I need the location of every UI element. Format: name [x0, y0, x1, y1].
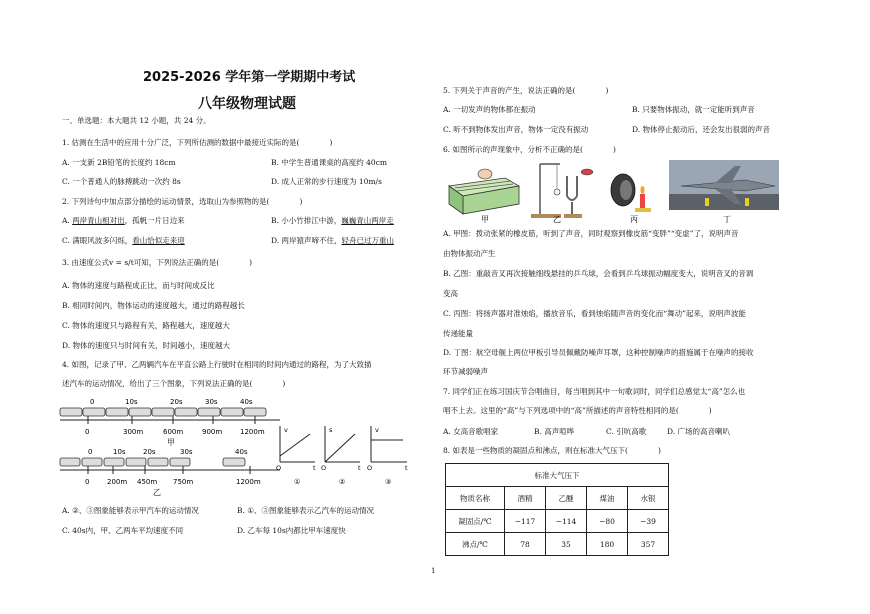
table-cell: −114	[546, 510, 587, 533]
cars-jia	[60, 408, 266, 416]
graph2-axis-t: t	[358, 464, 361, 472]
q4-figure	[55, 394, 425, 496]
q5-option-d: D. 物体停止振动后，还会发出很弱的声音	[632, 125, 771, 134]
q5-option-a: A. 一切发声的物体都在振动	[443, 105, 536, 114]
graph2-label: ②	[339, 478, 346, 486]
q8-stem: 8. 如表是一些物质的凝固点和沸点，则在标准大气压下( )	[443, 446, 661, 455]
q6-option-d-line2: 环节减弱噪声	[443, 367, 488, 376]
q6-label-jia: 甲	[481, 215, 489, 224]
q2-option-b: B. 小小竹排江中游，巍巍青山两岸走	[271, 216, 394, 225]
figure-jia-rubber-band	[449, 169, 519, 214]
q6-option-c-line2: 传递能量	[443, 329, 473, 338]
jia-time-1: 10s	[125, 398, 138, 406]
q4-option-b: B. ①、③图象能够表示乙汽车的运动情况	[237, 506, 375, 515]
yi-time-2: 20s	[143, 448, 156, 456]
jia-time-2: 20s	[170, 398, 183, 406]
table-header: 物质名称	[446, 487, 505, 510]
q7-stem-line1: 7. 同学们正在练习国庆节合唱曲目，每当唱到其中一句歌词时，同学们总感觉太“高”怎么也	[443, 387, 746, 396]
q8-table	[445, 463, 669, 556]
yi-time-3: 30s	[180, 448, 193, 456]
q4-option-c: C. 40s内，甲、乙两车平均速度不同	[62, 526, 184, 535]
q6-label-bing: 丙	[630, 215, 638, 224]
jia-label: 甲	[167, 438, 175, 447]
exam-title: 2025-2026 学年第一学期期中考试	[143, 70, 356, 85]
q7-option-a: A. 女高音歌唱家	[443, 427, 499, 436]
table-cell: −39	[628, 510, 669, 533]
table-cell: 35	[546, 533, 587, 556]
jia-dist-0: 0	[85, 428, 90, 436]
q2-option-d: D. 两岸猿声啼不住，轻舟已过万重山	[271, 236, 395, 245]
yi-dist-3: 750m	[173, 478, 194, 486]
figure-bing-speaker-candle	[611, 174, 651, 212]
graph1-axis-v: v	[284, 426, 288, 434]
table-header: 煤油	[587, 487, 628, 510]
graph3-axis-v: v	[375, 426, 379, 434]
q4-stem-line1: 4. 如图，记录了甲、乙两辆汽车在平直公路上行驶时在相同的时间内通过的路程，为了大致描	[62, 360, 372, 369]
q4-option-d: D. 乙车每 10s内都比甲车速度快	[237, 526, 346, 535]
q7-option-d: D. 广场的高音喇叭	[667, 427, 731, 436]
yi-time-0: 0	[88, 448, 93, 456]
jia-dist-1: 300m	[123, 428, 144, 436]
graph2-origin: O	[321, 464, 327, 472]
q2-option-c: C. 满眼风波多闪烁，看山恰似走来迎	[62, 236, 185, 245]
car-row-yi	[60, 448, 280, 496]
q1-option-d: D. 成人正常的步行速度为 10m/s	[271, 177, 382, 186]
graph1-label: ①	[294, 478, 301, 486]
yi-dist-2: 450m	[137, 478, 158, 486]
q3-option-b: B. 相同时间内，物体运动的速度越大，通过的路程越长	[62, 301, 245, 310]
car-row-jia	[60, 398, 280, 447]
yi-time-4: 40s	[235, 448, 248, 456]
q6-label-yi: 乙	[553, 215, 561, 224]
graph1-origin: O	[276, 464, 282, 472]
q6-option-a-line1: A. 甲图：拨动张紧的橡皮筋，听到了声音，同时观察到橡皮筋“变胖”“变虚”了，说明声音	[443, 229, 739, 238]
exam-subtitle: 八年级物理试题	[198, 96, 296, 112]
cars-yi	[60, 458, 245, 466]
yi-dist-4: 1200m	[236, 478, 261, 486]
figure-yi-tuning-fork	[531, 164, 593, 218]
q6-option-a-line2: 由物体振动产生	[443, 249, 496, 258]
table-cell: 凝固点/℃	[446, 510, 505, 533]
table-cell: −80	[587, 510, 628, 533]
table-header: 水银	[628, 487, 669, 510]
table-header: 酒精	[505, 487, 546, 510]
jia-dist-2: 600m	[163, 428, 184, 436]
q5-option-b: B. 只要物体振动，就一定能听到声音	[632, 105, 755, 114]
table-cell: 78	[505, 533, 546, 556]
jia-dist-4: 1200m	[240, 428, 265, 436]
q1-option-a: A. 一支新 2B铅笔的长度约 18cm	[62, 158, 176, 167]
q3-stem: 3. 由速度公式v = s/t可知，下列说法正确的是( )	[62, 258, 253, 267]
q5-stem: 5. 下列关于声音的产生，说法正确的是( )	[443, 86, 609, 95]
q6-figure	[445, 156, 785, 224]
q1-option-c: C. 一个普通人的脉搏跳动一次约 8s	[62, 177, 181, 186]
q7-stem-line2: 唱不上去。这里的“高”与下列选项中的“高”所描述的声音特性相同的是( )	[443, 406, 712, 415]
yi-dist-0: 0	[85, 478, 90, 486]
q3-option-a: A. 物体的速度与路程成正比，而与时间成反比	[62, 281, 215, 290]
q2-stem: 2. 下列诗句中加点部分描绘的运动情景，选取山为参照物的是( )	[62, 197, 303, 206]
graph1-axis-t: t	[313, 464, 316, 472]
figure-ding-aircraft-carrier	[669, 160, 779, 210]
table-cell: 180	[587, 533, 628, 556]
q7-option-c: C. 引吭高歌	[606, 427, 647, 436]
q7-option-b: B. 高声喧哗	[534, 427, 575, 436]
q6-option-b-line2: 变高	[443, 289, 458, 298]
graph3-origin: O	[367, 464, 373, 472]
jia-time-3: 30s	[205, 398, 218, 406]
graph3-axis-t: t	[405, 464, 408, 472]
table-title: 标准大气压下	[446, 464, 669, 487]
q4-stem-line2: 述汽车的运动情况，给出了三个图象，下列说法正确的是( )	[62, 379, 286, 388]
q3-option-c: C. 物体的速度只与路程有关，路程越大，速度越大	[62, 321, 230, 330]
section-heading: 一、单选题：本大题共 12 小题，共 24 分。	[62, 116, 211, 125]
q6-option-c-line1: C. 丙图：将扬声器对准烛焰，播放音乐，看到烛焰随声音的变化而“舞动”起来，说明声波能	[443, 309, 746, 318]
table-cell: 沸点/℃	[446, 533, 505, 556]
page-number: 1	[431, 567, 436, 575]
table-header: 乙醚	[546, 487, 587, 510]
q6-stem: 6. 如图所示的声现象中，分析不正确的是( )	[443, 145, 616, 154]
q6-option-d-line1: D. 丁图：航空母舰上两位甲板引导员佩戴防噪声耳罩，这种控制噪声的措施属于在噪声的接收	[443, 348, 754, 357]
yi-label: 乙	[153, 488, 161, 496]
q1-stem: 1. 估测在生活中的应用十分广泛，下列所估测的数据中最接近实际的是( )	[62, 138, 333, 147]
q3-option-d: D. 物体的速度只与时间有关，时间越小，速度越大	[62, 341, 231, 350]
q5-option-c: C. 听不到物体发出声音，物体一定没有振动	[443, 125, 589, 134]
yi-time-1: 10s	[113, 448, 126, 456]
q6-label-ding: 丁	[723, 215, 731, 224]
jia-time-4: 40s	[240, 398, 253, 406]
table-cell: 357	[628, 533, 669, 556]
table-cell: −117	[505, 510, 546, 533]
q6-option-b-line1: B. 乙图：重敲音叉再次接触细线悬挂的乒乓球，会看到乒乓球振动幅度变大，说明音叉的音调	[443, 269, 754, 278]
jia-dist-3: 900m	[202, 428, 223, 436]
jia-time-0: 0	[90, 398, 95, 406]
q1-option-b: B. 中学生普通课桌的高度约 40cm	[271, 158, 388, 167]
q4-option-a: A. ②、③图象能够表示甲汽车的运动情况	[62, 506, 199, 515]
yi-dist-1: 200m	[107, 478, 128, 486]
graph3-label: ③	[385, 478, 392, 486]
q2-option-a: A. 两岸青山相对出，孤帆一片日边来	[62, 216, 185, 225]
graph2-axis-s: s	[329, 426, 333, 434]
